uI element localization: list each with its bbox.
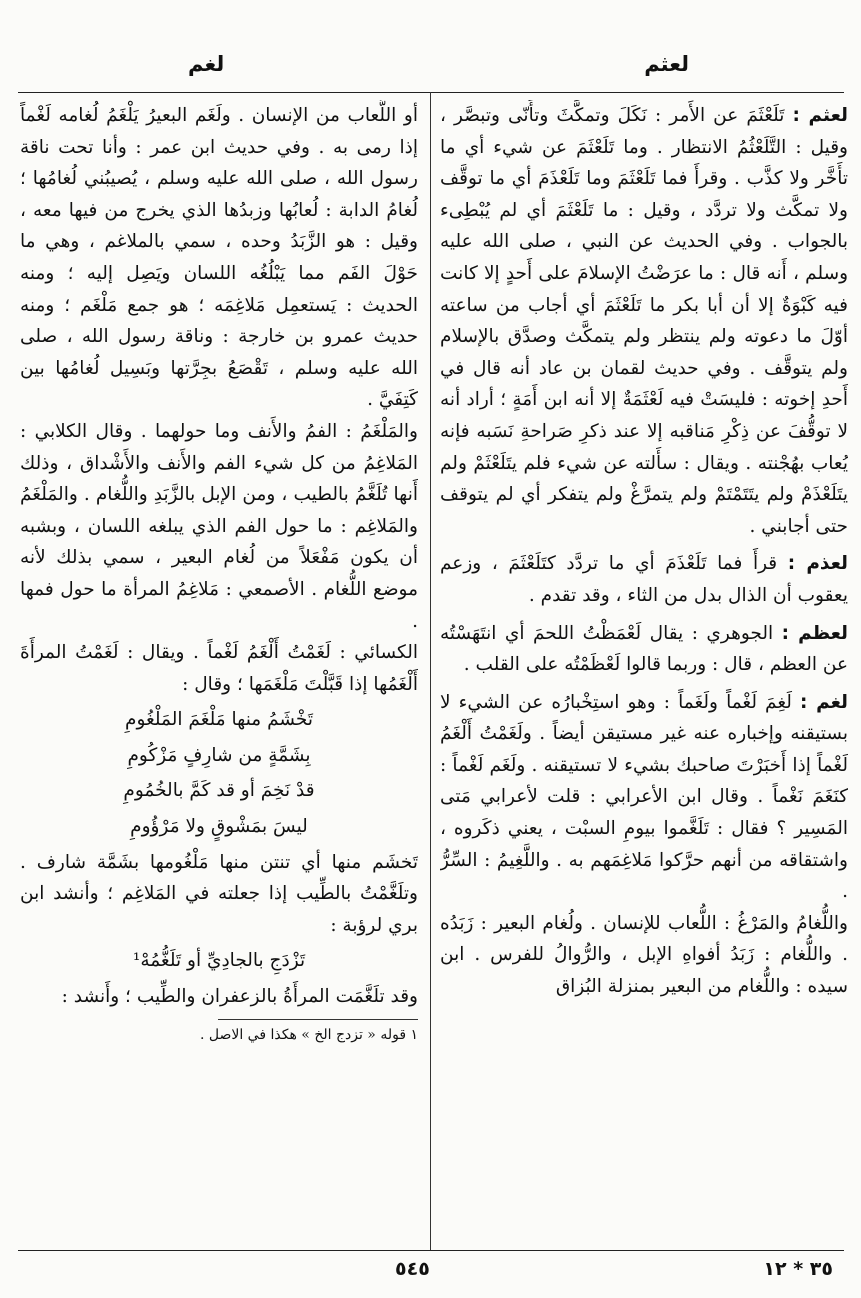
entry-laazhama [440,618,848,681]
entry-body: الجوهري : يقال لَعْمَظْتُ اللحمَ أي انتَهَسْتُه عن العظم ، قال : وربما قالوا لَعْظَمْتُه على القلب . [440,622,848,676]
entry-text [440,548,848,611]
entry-body: تَلَعْثَمَ عن الأَمر : نَكَلَ وتمكَّثَ وتأَنّى وتبصَّر ، وقيل : التَّلَعْثُمُ الانتظار . وما تَلَعْثَمَ عن شيء أي ما تأَخَّر ولا كذَّب . وقرأَ فما تَلَعْثَمَ وما تَلَعْذَمَ أي ما توقَّف ولا تمكَّث ولا تردَّد ، وقيل : ما تَلَعْثَمَ أي لم يُبْطِىء بالجواب . وفي الحديث عن النبي ، صلى الله عليه وسلم ، أَنه قال : ما عرَضْتُ الإسلامَ على أَحدٍ إلا كانت فيه كَبْوَةٌ إلا أن أبا بكر ما تَلَعْثَمَ أي أجاب من ساعته أوّلَ ما دعوته ولم ينتظر ولم يتمكَّث وصدَّق بالإسلام ولم يتوقَّف . وفي حديث لقمان بن عاد أنه قال في أَحدِ إخوته : فليسَتْ فيه لَعْثَمَةٌ إلا أنه ابن أَمَةٍ ؛ أراد أنه لا توقُّفَ عن ذِكْرِ مَناقبه إلا عند ذكرِ صَراحةِ نَسَبه فإنه يُعاب بهُجْنته . ويقال : سأَلته عن شيء فلم يتَلَعْثَمْ ولم يتَلَعْذَمْ ولم يتَتَمْتَمْ ولم يتمرَّغْ ولم يتفكر أي لم يتوقف حتى أجابني . [440,105,848,537]
running-head-left: لغم [188,52,225,76]
verse-line: بِشَمَّةٍ من شارِفٍ مَزْكُومِ [127,744,311,766]
verse-line: تَخْشَمُ منها مَلْغَمَ المَلْغُومِ [124,709,313,731]
signature-mark: ٣٥ * ١٢ [763,1258,833,1280]
entry-laathama [440,100,848,542]
column-divider [430,92,431,1250]
footer-rule [18,1250,844,1251]
entry-laadhama [440,548,848,611]
entry-text [440,687,848,908]
verse-line: ليسَ بمَشْوقٍ ولا مَرْؤُومِ [130,816,308,838]
verse-block [20,704,418,842]
paragraph: أو اللُّعاب من الإنسان . ولَغَم البعيرُ يَلْغَمُ لُغامه لَغْماً إذا رمى به . وفي حديث ابن عمر : وأنا تحت ناقة رسول الله ، صلى الله عليه وسلم ، يُصيبُني لُغامُها ؛ لُغامُ الدابة : لُعابُها وزبدُها الذي يخرج من فيها معه ، وقيل : هو الزَّبَدُ وحده ، سمي بالملاغم ، وهي ما حَوْلَ الفَم مما يَبْلُغُه اللسان ويَصِل إليه ؛ ومنه الحديث : يَستعمِل مَلاغِمَه ؛ هو جمع مَلْغَم ؛ ومنه حديث عمرو بن خارجة : وناقة رسول الله ، صلى الله عليه وسلم ، تَقْصَعُ بجِرَّتها وبَسِيل لُغامُها بين كَتِفَيَّ . [20,105,418,411]
paragraph: والمَلْغَمُ : الفمُ والأَنف وما حولهما . وقال الكلابي : المَلاغِمُ من كل شيء الفم والأَنف والأَشْداق ، وذلك أَنها تُلَغَّمُ بالطيب ، ومن الإبل بالزَّبَدِ واللُّغام . والمَلْغَمُ والمَلاغِم : ما حول الفم الذي يبلغه اللسان ، وبشبه أن يكون مَفْعَلاً من لُغام البعير ، سمي بذلك لأنه موضع اللُّغام . الأصمعي : مَلاغِمُ المرأة ما حول فمها . [20,420,418,632]
paragraph: وقد تلَغَّمَت المرأَةُ بالزعفران والطِّيب ؛ وأَنشد : [61,986,418,1008]
header-rule [18,92,844,93]
right-column [440,100,848,1245]
footnote-rule [218,1019,418,1020]
entry-paragraph: واللُّغامُ والمَرْغُ : اللُّعاب للإنسان . ولُغام البعير : زَبَدُه . واللُّغام : زَبَدُ أفواهِ الإبل ، والرُّوالُ للفرس . ابن سيده : واللُّغام من البعير بمنزلة البُزاق [440,912,848,998]
running-head-right: لعثم [644,52,689,76]
entry-text [440,618,848,681]
verse-line: تَزْدَجِ بالجادِيِّ أو تَلَغُّمُهْ¹ [132,950,306,972]
page-header [0,52,861,92]
headword: لعظم : [781,622,848,644]
entry-body: لَغِمَ لَغْماً ولَغَماً : وهو استِخْبارُه عن الشيء لا بستيقنه وإخباره عنه غير مستيقن أيضاً . ولَغَمْتُ أَلْغَمُ لَغْماً إذا أَخبَرْتَ صاحبك بشيء لا تستيقنه . ولَغَم لَغْماً : كنَغَمَ نَغْماً . وقال ابن الأعرابي : قلت لأعرابي مَتى المَسِير ؟ فقال : تَلَغَّموا بيومِ السبْت ، يعني ذكَروه ، واشتقاقه من أنهم حرَّكوا مَلاغِمَهم به . واللَّغِيمُ : السِّرُّ . [440,691,848,903]
page-footer [0,1258,861,1288]
entry-text [440,100,848,542]
left-column [20,100,418,1245]
entry-lagham [440,687,848,1003]
verse-line: قدْ نَخِمَ أو قد كَمَّ بالخُمُومِ [123,780,315,802]
headword: لعذم : [787,553,848,575]
headword: لعثم : [792,105,848,126]
entry-body: قرأَ فما تَلَعْذَمَ أي ما تردَّد كتَلَعْثَمَ ، وزعم يعقوب أن الذال بدل من الثاء ، وقد تقدم . [440,553,848,606]
page-number: ٥٤٥ [395,1258,430,1280]
paragraph: تَخشَم منها أي تنتن منها مَلْغُومها بشَمَّة شارف . وتلَغَّمْتُ بالطِّيب إذا جعلته في المَلاغِم ؛ وأنشد ابن بري لرؤبة : [20,851,418,936]
headword: لغم : [800,691,848,713]
paragraph: الكسائي : لَغَمْتُ أَلْغَمُ لَغْماً . ويقال : لَغَمْتُ المرأَةَ أَلْغَمُها إذا قَبَّلْتَ مَلْغَمَها ؛ وقال : [20,642,418,695]
footnote: ١ قوله « تزدج الخ » هكذا في الاصل . [199,1026,418,1043]
